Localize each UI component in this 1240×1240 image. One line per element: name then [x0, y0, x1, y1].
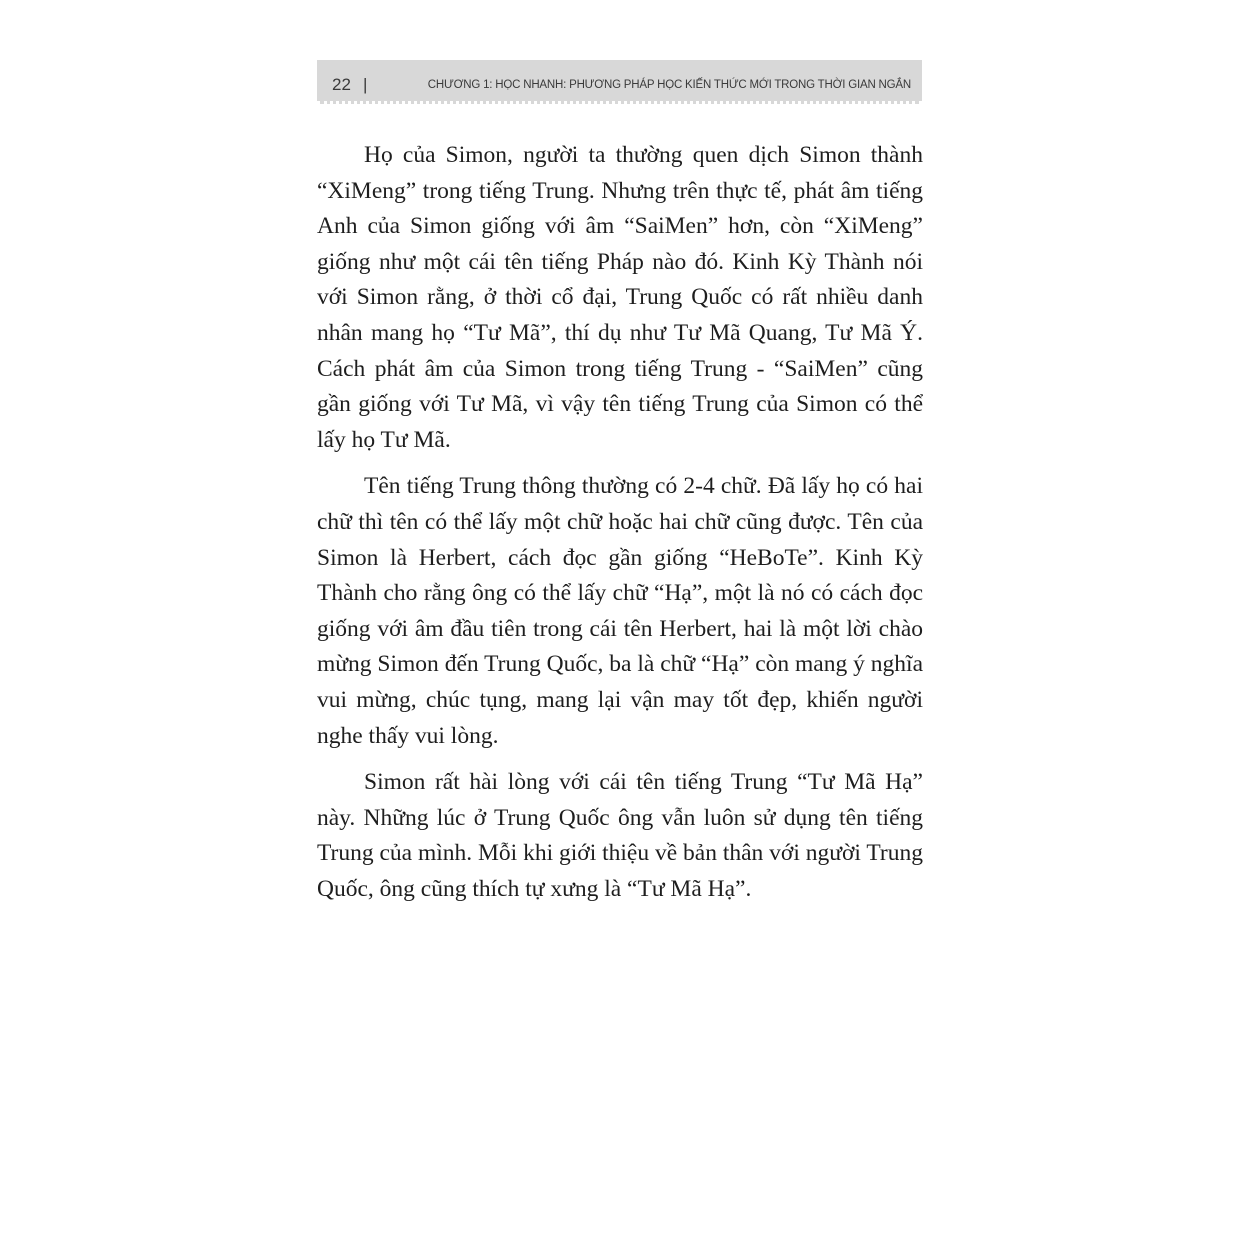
running-header [317, 60, 922, 104]
header-separator: | [363, 75, 368, 94]
body-text [317, 138, 923, 918]
paragraph: Họ của Simon, người ta thường quen dịch Simon thành “XiMeng” trong tiếng Trung. Nhưng trên thực tế, phát âm tiếng Anh của Simon giống với âm “SaiMen” hơn, còn “XiMeng” giống như một cái tên tiếng Pháp nào đó. Kinh Kỳ Thành nói với Simon rằng, ở thời cổ đại, Trung Quốc có rất nhiều danh nhân mang họ “Tư Mã”, thí dụ như Tư Mã Quang, Tư Mã Ý. Cách phát âm của Simon trong tiếng Trung - “SaiMen” cũng gần giống với Tư Mã, vì vậy tên tiếng Trung của Simon có thể lấy họ Tư Mã. [317, 142, 923, 453]
paragraph: Tên tiếng Trung thông thường có 2-4 chữ. Đã lấy họ có hai chữ thì tên có thể lấy một chữ hoặc hai chữ cũng được. Tên của Simon là Herbert, cách đọc gần giống “HeBoTe”. Kinh Kỳ Thành cho rằng ông có thể lấy chữ “Hạ”, một là nó có cách đọc giống với âm đầu tiên trong cái tên Herbert, hai là một lời chào mừng Simon đến Trung Quốc, ba là chữ “Hạ” còn mang ý nghĩa vui mừng, chúc tụng, mang lại vận may tốt đẹp, khiến người nghe thấy vui lòng. [317, 473, 923, 749]
chapter-title: CHƯƠNG 1: HỌC NHANH: PHƯƠNG PHÁP HỌC KIẾN THỨC MỚI TRONG THỜI GIAN NGẮN [427, 79, 911, 91]
paragraph: Simon rất hài lòng với cái tên tiếng Trung “Tư Mã Hạ” này. Những lúc ở Trung Quốc ông vẫn luôn sử dụng tên tiếng Trung của mình. Mỗi khi giới thiệu về bản thân với người Trung Quốc, ông cũng thích tự xưng là “Tư Mã Hạ”. [317, 769, 923, 902]
page-number: 22 [332, 75, 351, 94]
